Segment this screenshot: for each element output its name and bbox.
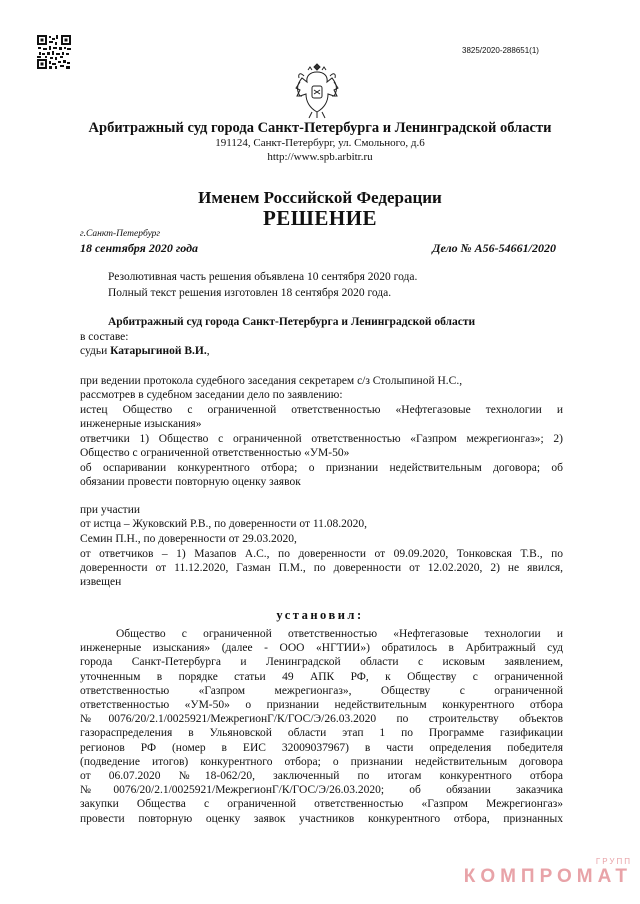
- composition-label: в составе:: [80, 331, 129, 343]
- court-address: 191124, Санкт-Петербург, ул. Смольного, д.6: [215, 137, 425, 149]
- document-number: 3825/2020-288651(1): [462, 46, 539, 55]
- main-paragraph-line: ответственностью «Газпром межрегионгаз», Обществу с ограниченной: [80, 684, 563, 697]
- main-paragraph-line: уточненным в порядке статьи 49 АПК РФ, к Обществу с ограниченной: [80, 670, 563, 683]
- plaintiff-paragraph: [80, 403, 563, 431]
- main-paragraph-line: регионов РФ (номер в ЕИС 32009037967) в части определения победителя: [80, 741, 563, 754]
- watermark-small: ГРУПП: [595, 857, 632, 866]
- judge-line: [80, 345, 210, 357]
- main-paragraph-line: ответственностью «УМ-50» о признании недействительным конкурентного отбора: [80, 699, 563, 712]
- defendants-line-b: Общество с ограниченной ответственностью «УМ-50»: [80, 447, 350, 460]
- watermark-logo: [463, 857, 632, 888]
- watermark-main: КОМПРОМАТ: [463, 866, 632, 887]
- main-paragraph-line: от 06.07.2020 №18-062/20, заключенный по итогам конкурентного отбора: [80, 770, 563, 783]
- announce-full-text: Полный текст решения изготовлен 18 сентября 2020 года.: [108, 287, 392, 299]
- plaintiff-rep-1: от истца – Жуковский Р.В., по доверенности от 11.08.2020,: [80, 518, 368, 530]
- main-paragraph-line: провести повторную оценку заявок участников конкурентного отбора, признанных: [80, 812, 563, 825]
- subject-line-a: об оспаривании конкурентного отбора; о признании недействительным договора; об: [80, 462, 563, 474]
- decision-date: 18 сентября 2020 года: [80, 241, 199, 255]
- defendants-paragraph: [80, 432, 563, 460]
- judge-suffix: ,: [206, 345, 210, 357]
- heading-decision: РЕШЕНИЕ: [262, 206, 378, 230]
- main-paragraph-line: газораспределения в Ульяновской области этап 1 по Программе газификации: [80, 727, 563, 740]
- defendants-line-a: ответчики 1) Общество с ограниченной ответственностью «Газпром межрегионгаз»; 2): [80, 433, 563, 445]
- announce-resolution: Резолютивная часть решения объявлена 10 сентября 2020 года.: [108, 271, 418, 283]
- qr-code: [37, 35, 71, 69]
- main-paragraph-line: №0076/20/2.1/0025921/МежрегионГ/К/ГОС/Э/26.03.2020 по строительству объектов: [80, 713, 563, 726]
- main-paragraph-line: инженерные изыскания» (далее - ООО «НГТИИ») обратилось в Арбитражный суд: [80, 642, 563, 655]
- protocol-line: при ведении протокола судебного заседания секретарем с/з Столыпиной Н.С.,: [80, 375, 463, 387]
- main-paragraph-line: №0076/20/2.1/0025921/МежрегионГ/К/ГОС/Э/26.03.2020; об обязании заказчика: [80, 784, 563, 797]
- heading-federation: Именем Российской Федерации: [198, 188, 442, 207]
- established-heading: установил:: [276, 608, 364, 622]
- court-name: Арбитражный суд города Санкт-Петербурга и Ленинградской области: [88, 120, 552, 136]
- considered-line: рассмотрев в судебном заседании дело по заявлению:: [80, 389, 343, 401]
- coat-of-arms-emblem: [292, 60, 342, 120]
- plaintiff-line-a: истец Общество с ограниченной ответственностью «Нефтегазовые технологии и: [80, 404, 563, 416]
- judge-name: Катарыгиной В.И.: [110, 345, 207, 357]
- plaintiff-rep-2: Семин П.Н., по доверенности от 29.03.2020,: [80, 533, 297, 545]
- city: г.Санкт-Петербург: [80, 229, 161, 239]
- main-paragraph-line: (подведение итогов) конкурентного отбора; о признании недействительным договора: [80, 755, 563, 768]
- main-paragraph-line: закупки Общества с ограниченной ответственностью «Газпром Межрегионгаз»: [80, 798, 563, 811]
- subject-paragraph: [80, 461, 563, 489]
- court-website[interactable]: http://www.spb.arbitr.ru: [267, 151, 373, 163]
- case-number: Дело № А56-54661/2020: [432, 241, 556, 255]
- judge-prefix: судьи: [80, 345, 111, 357]
- defendant-reps-paragraph: [80, 547, 563, 590]
- defendant-rep-line-b: доверенности от 11.12.2020, Газман П.М., по доверенности от 12.02.2020, 2) не явился,: [80, 562, 563, 575]
- defendant-rep-line-a: от ответчиков – 1) Мазапов А.С., по доверенности от 09.09.2020, Тонковская Т.В., по: [80, 548, 563, 560]
- defendant-rep-line-c: извещен: [80, 576, 122, 589]
- presence-label: при участии: [80, 504, 141, 516]
- main-paragraph-line: города Санкт-Петербурга и Ленинградской области с исковым заявлением,: [80, 656, 563, 669]
- plaintiff-line-b: инженерные изыскания»: [80, 418, 202, 431]
- court-line: Арбитражный суд города Санкт-Петербурга и Ленинградской области: [108, 316, 476, 328]
- main-paragraph-line: Общество с ограниченной ответственностью «Нефтегазовые технологии и: [116, 628, 563, 640]
- main-paragraph: [80, 627, 563, 826]
- subject-line-b: обязании провести повторную оценку заявок: [80, 476, 301, 489]
